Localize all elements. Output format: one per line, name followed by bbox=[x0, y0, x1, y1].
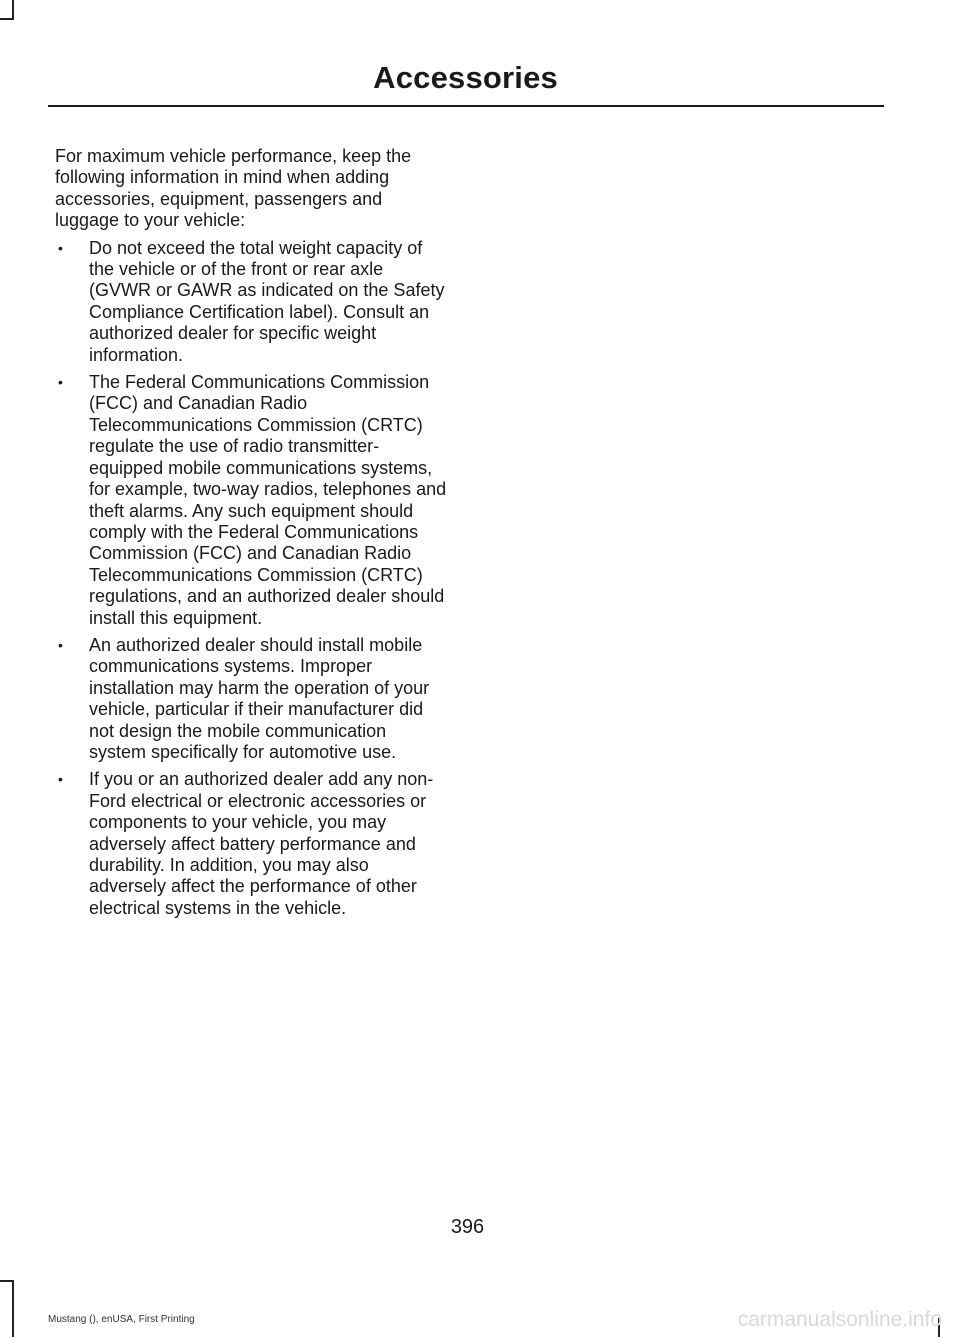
list-item bbox=[55, 769, 447, 919]
crop-mark-top-left-horizontal bbox=[0, 18, 14, 20]
intro-paragraph: For maximum vehicle performance, keep the following information in mind when adding accessories, equipment, passengers and luggage to your vehicle: bbox=[55, 146, 412, 231]
list-item-text: If you or an authorized dealer add any non-Ford electrical or electronic accessories or components to your vehicle, you may adversely affect battery performance and durability. In addition, you may also adversely affect the performance of other electrical systems in the vehicle. bbox=[89, 769, 434, 918]
list-item bbox=[55, 238, 447, 366]
watermark: carmanualsonline.info bbox=[737, 1308, 942, 1331]
edition-label: Mustang (), enUSA, First Printing bbox=[48, 1314, 195, 1325]
bullet-mark: • bbox=[58, 374, 63, 391]
crop-mark-top-left-vertical bbox=[12, 0, 14, 18]
bullet-mark: • bbox=[58, 239, 63, 256]
crop-mark-bottom-left-vertical bbox=[12, 1280, 14, 1337]
list-item bbox=[55, 635, 447, 763]
page-title: Accessories bbox=[373, 60, 558, 95]
list-item bbox=[55, 372, 447, 629]
list-item-text: The Federal Communications Commission (FCC) and Canadian Radio Telecommunications Commission (CRTC) regulate the use of radio transmitter-equipped mobile communications systems, for example, two-way radios, telephones and theft alarms. Any such equipment should comply with the Federal Communications Commission (FCC) and Canadian Radio Telecommunications Commission (CRTC) regulations, and an authorized dealer should install this equipment. bbox=[89, 372, 447, 628]
page-number: 396 bbox=[450, 1216, 485, 1238]
list-item-text: Do not exceed the total weight capacity of the vehicle or of the front or rear axle (GVWR or GAWR as indicated on the Safety Compliance Certification label). Consult an authorized dealer for specific weight information. bbox=[89, 237, 445, 365]
main-content bbox=[55, 146, 447, 925]
bullet-mark: • bbox=[58, 771, 63, 788]
bullet-list bbox=[55, 238, 447, 920]
list-item-text: An authorized dealer should install mobile communications systems. Improper installation may harm the operation of your vehicle, particular if their manufacturer did not design the mobile communication system specifically for automotive use. bbox=[89, 634, 430, 762]
header-divider bbox=[48, 105, 884, 107]
bullet-mark: • bbox=[58, 636, 63, 653]
